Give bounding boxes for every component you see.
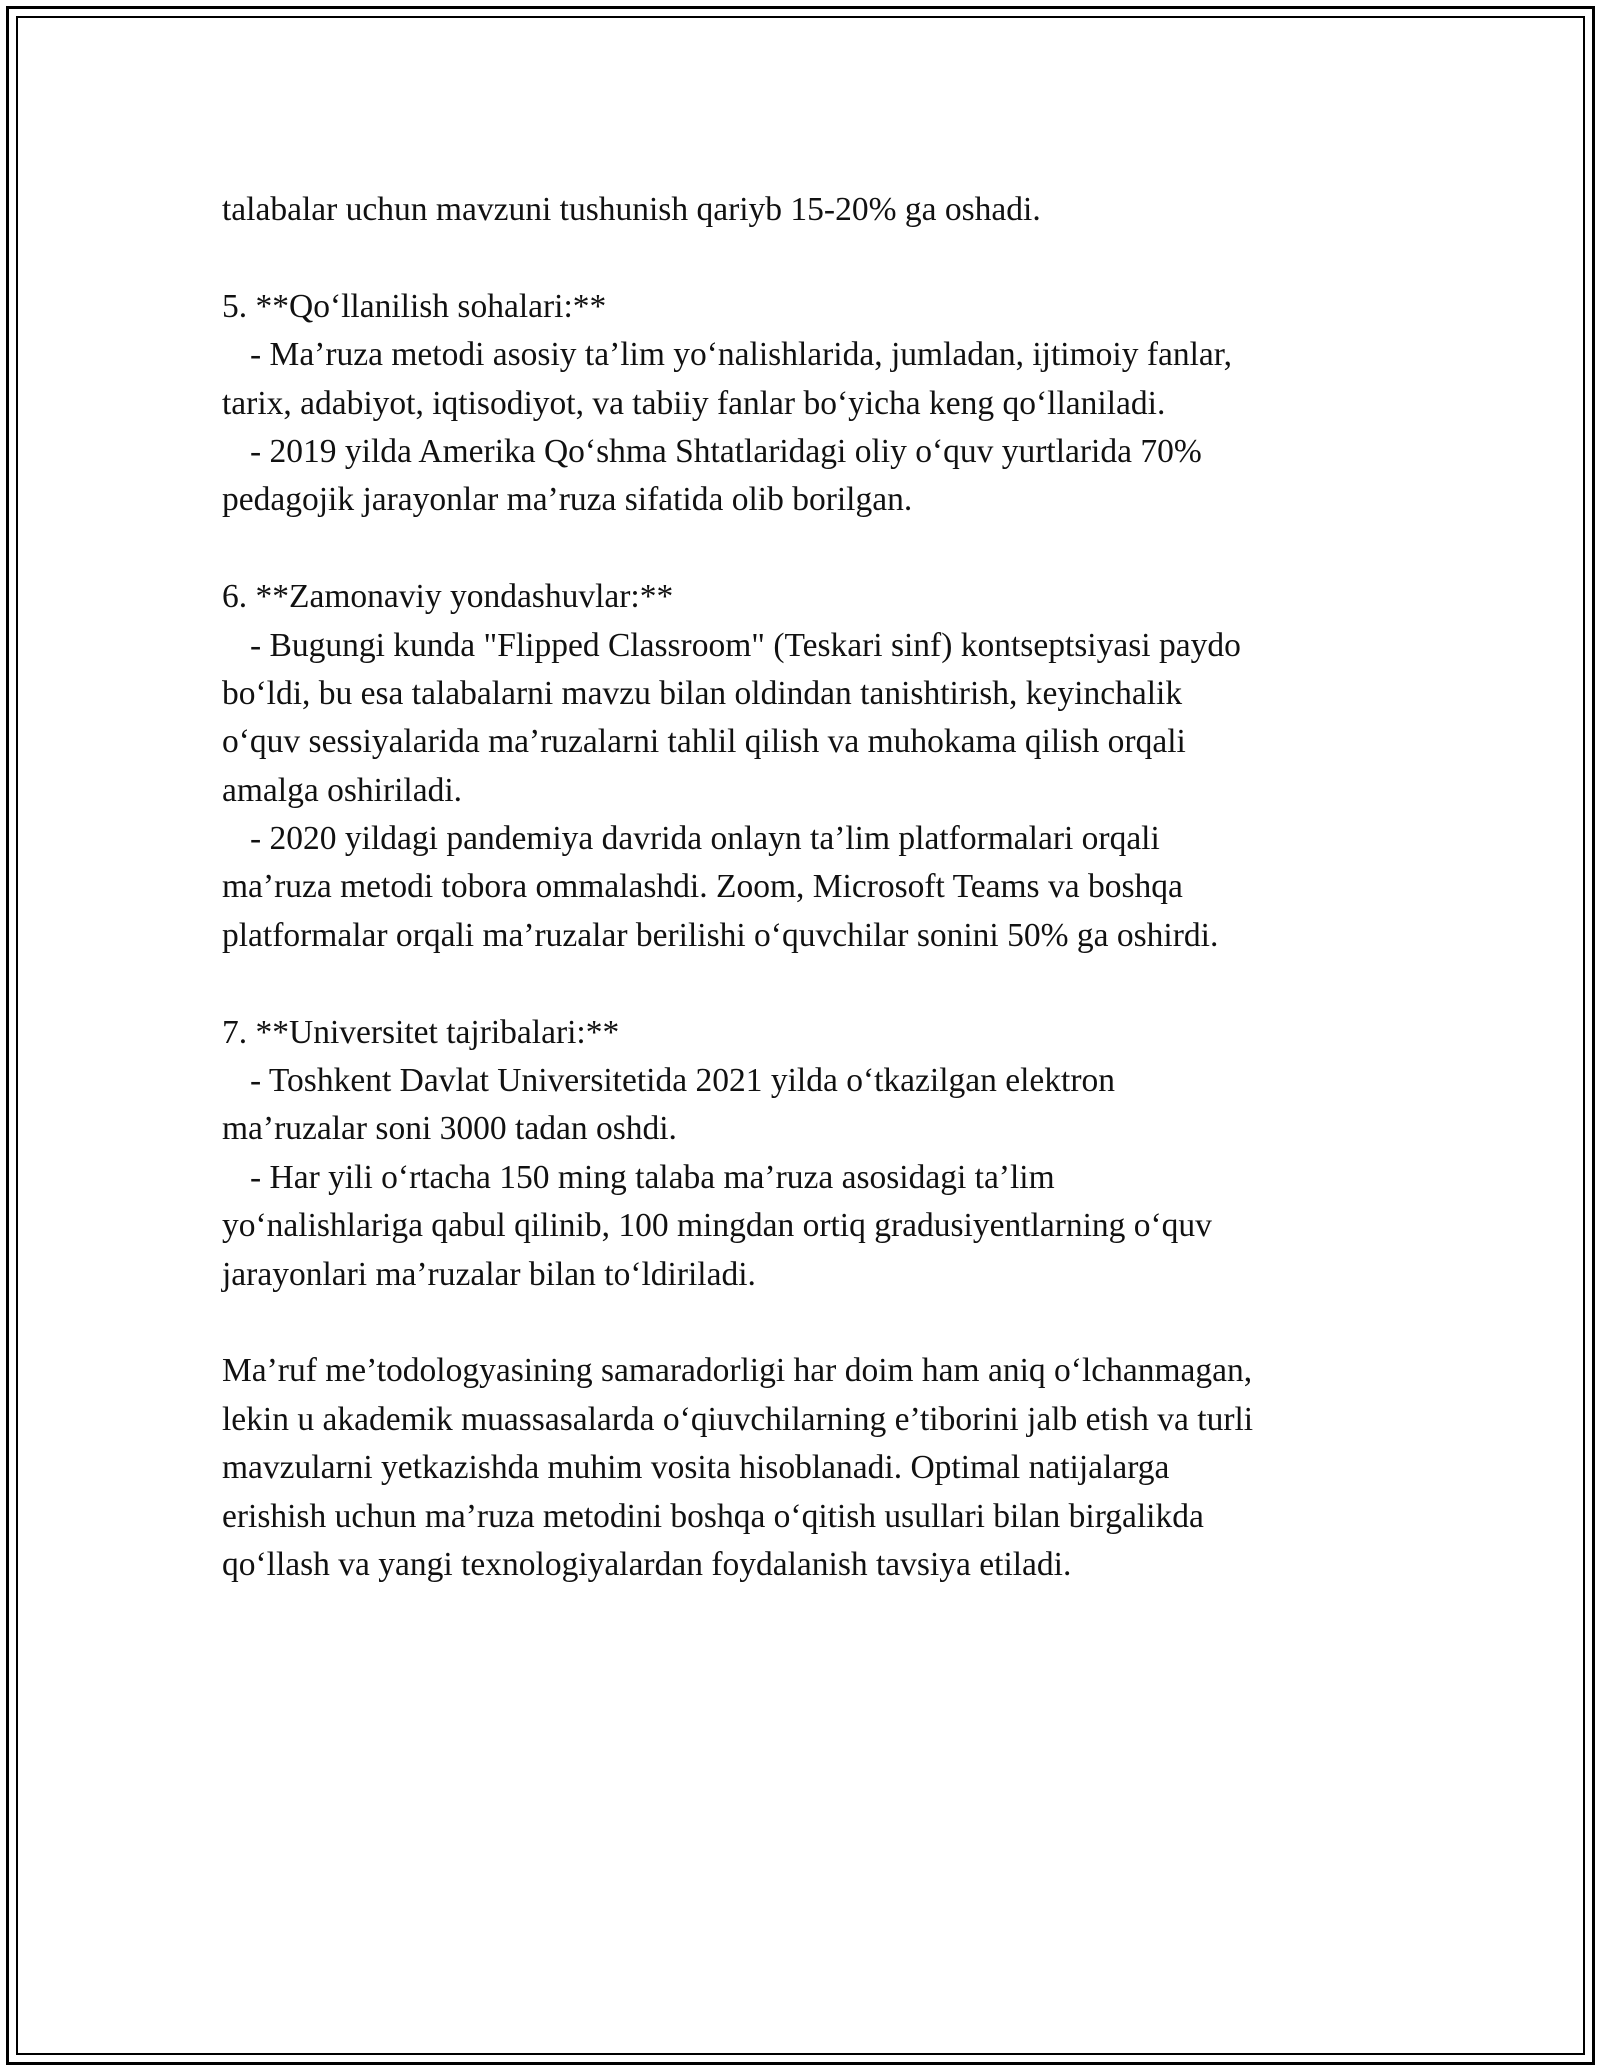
conclusion-line: mavzularni yetkazishda muhim vosita hisoblanadi. Optimal natijalarga: [222, 1449, 1170, 1487]
list-item-line: platformalar orqali ma’ruzalar berilishi o‘quvchilar sonini 50% ga oshirdi.: [222, 916, 1219, 954]
list-item-line: yo‘nalishlariga qabul qilinib, 100 mingdan ortiq gradusiyentlarning o‘quv: [222, 1207, 1212, 1245]
list-item-line: bo‘ldi, bu esa talabalarni mavzu bilan oldindan tanishtirish, keyinchalik: [222, 674, 1183, 712]
list-item-line: amalga oshiriladi.: [222, 771, 463, 809]
paragraph-gap: [222, 525, 1402, 573]
list-item-line: - 2020 yildagi pandemiya davrida onlayn ta’lim platformalari orqali: [250, 820, 1160, 858]
conclusion-line: Ma’ruf me’todologyasining samaradorligi har doim ham aniq o‘lchanmagan,: [222, 1352, 1253, 1390]
paragraph-gap: [222, 234, 1402, 282]
list-item-line: - Toshkent Davlat Universitetida 2021 yilda o‘tkazilgan elektron: [250, 1062, 1116, 1100]
section-heading: 7. **Universitet tajribalari:**: [222, 1013, 620, 1051]
conclusion-line: erishish uchun ma’ruza metodini boshqa o‘qitish usullari bilan birgalikda: [222, 1497, 1204, 1535]
list-item-line: jarayonlari ma’ruzalar bilan to‘ldiriladi.: [222, 1255, 756, 1293]
intro-line: talabalar uchun mavzuni tushunish qariyb 15-20% ga oshadi.: [222, 191, 1041, 228]
section-heading: 6. **Zamonaviy yondashuvlar:**: [222, 578, 674, 616]
list-item-line: ma’ruzalar soni 3000 tadan oshdi.: [222, 1110, 677, 1148]
list-item-line: tarix, adabiyot, iqtisodiyot, va tabiiy fanlar bo‘yicha keng qo‘llaniladi.: [222, 384, 1166, 422]
paragraph-gap: [222, 960, 1402, 1008]
conclusion-line: lekin u akademik muassasalarda o‘qiuvchilarning e’tiborini jalb etish va turli: [222, 1400, 1254, 1438]
list-item-line: - 2019 yilda Amerika Qo‘shma Shtatlaridagi oliy o‘quv yurtlarida 70%: [250, 432, 1202, 470]
list-item-line: o‘quv sessiyalarida ma’ruzalarni tahlil qilish va muhokama qilish orqali: [222, 723, 1186, 761]
list-item-line: - Ma’ruza metodi asosiy ta’lim yo‘nalishlarida, jumladan, ijtimoiy fanlar,: [250, 336, 1232, 374]
paragraph-gap: [222, 1299, 1402, 1347]
document-body: [222, 186, 1402, 1589]
conclusion-line: qo‘llash va yangi texnologiyalardan foydalanish tavsiya etiladi.: [222, 1545, 1072, 1583]
list-item-line: - Bugungi kunda "Flipped Classroom" (Teskari sinf) kontseptsiyasi paydo: [250, 626, 1241, 664]
list-item-line: pedagojik jarayonlar ma’ruza sifatida olib borilgan.: [222, 481, 913, 519]
list-item-line: - Har yili o‘rtacha 150 ming talaba ma’ruza asosidagi ta’lim: [250, 1158, 1055, 1196]
list-item-line: ma’ruza metodi tobora ommalashdi. Zoom, Microsoft Teams va boshqa: [222, 868, 1183, 906]
section-heading: 5. **Qo‘llanilish sohalari:**: [222, 287, 607, 325]
